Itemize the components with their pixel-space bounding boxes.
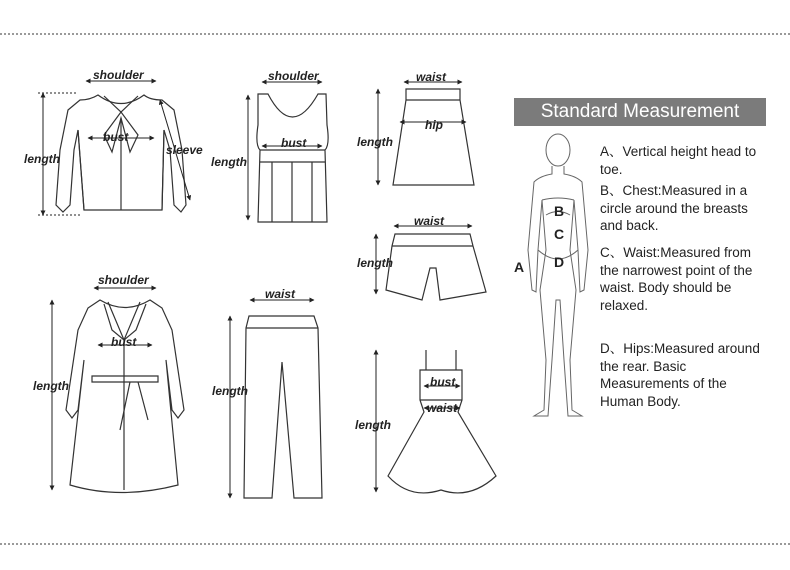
dress-bust-label: bust xyxy=(430,375,456,389)
skirt-waist-label: waist xyxy=(416,70,447,84)
measure-item-a-text: Vertical height head to toe. xyxy=(600,144,757,177)
shorts-drawing xyxy=(386,234,486,300)
measure-item-b-text: Chest:Measured in a circle around the breasts and back. xyxy=(600,183,748,233)
top-bust-label: bust xyxy=(281,136,307,150)
top-drawing xyxy=(257,94,328,222)
measure-item-a xyxy=(600,143,772,178)
dress-waist-label: waist xyxy=(427,401,458,415)
measure-item-c-text: Waist:Measured from the narrowest point of the waist. Body should be relaxed. xyxy=(600,245,753,313)
pants-measure-lines xyxy=(230,300,314,498)
blouse-bust-label: bust xyxy=(103,130,129,144)
dress-drawing xyxy=(388,350,496,493)
skirt-length-label: length xyxy=(357,135,393,149)
measure-item-d xyxy=(600,340,772,410)
coat-shoulder-label: shoulder xyxy=(98,273,149,287)
body-letter-b: B xyxy=(554,203,565,219)
blouse-sleeve-label: sleeve xyxy=(166,143,203,157)
measure-item-c xyxy=(600,244,772,314)
pants-waist-label: waist xyxy=(265,287,296,301)
skirt-hip-label: hip xyxy=(425,118,443,132)
measure-item-d-letter: D、 xyxy=(600,341,624,356)
pants-length-label: length xyxy=(212,384,248,398)
coat-length-label: length xyxy=(33,379,69,393)
pants-drawing xyxy=(244,316,322,498)
measure-item-a-letter: A、 xyxy=(600,144,623,159)
shorts-length-label: length xyxy=(357,256,393,270)
body-letter-a: A xyxy=(514,259,525,275)
measure-item-c-letter: C、 xyxy=(600,245,624,260)
body-letter-c: C xyxy=(554,226,565,242)
body-letter-d: D xyxy=(554,254,565,270)
skirt-drawing xyxy=(393,89,474,185)
dress-length-label: length xyxy=(355,418,391,432)
standard-measurement-title: Standard Measurement xyxy=(514,98,766,126)
top-shoulder-label: shoulder xyxy=(268,69,319,83)
coat-drawing xyxy=(66,300,184,493)
blouse-length-label: length xyxy=(24,152,60,166)
measure-item-b-letter: B、 xyxy=(600,183,623,198)
blouse-shoulder-label: shoulder xyxy=(93,68,144,82)
coat-bust-label: bust xyxy=(111,335,137,349)
measure-item-b xyxy=(600,182,772,235)
skirt-measure-lines xyxy=(378,82,466,185)
human-body-figure xyxy=(528,134,588,416)
measure-item-d-text: Hips:Measured around the rear. Basic Measurements of the Human Body. xyxy=(600,341,760,409)
top-length-label: length xyxy=(211,155,247,169)
shorts-waist-label: waist xyxy=(414,214,445,228)
